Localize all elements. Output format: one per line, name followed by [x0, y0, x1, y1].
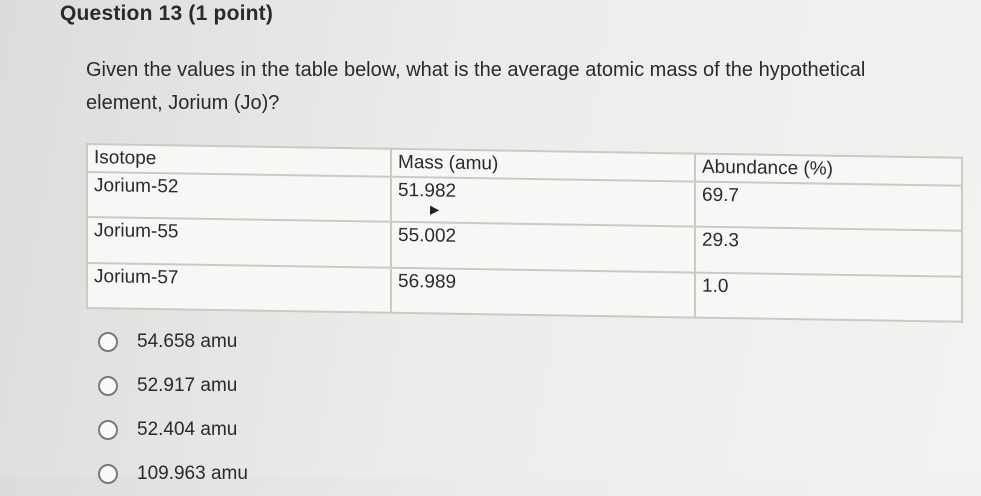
header-mass: Mass (amu): [391, 149, 695, 182]
option-label: 54.658 amu: [137, 331, 238, 352]
radio-button[interactable]: [98, 332, 118, 352]
radio-button[interactable]: [98, 376, 118, 396]
option-label: 109.963 amu: [137, 463, 248, 484]
answer-option[interactable]: [98, 452, 248, 496]
mass-cell: 55.002: [391, 222, 695, 272]
answer-options: [98, 320, 248, 496]
radio-button[interactable]: [98, 464, 118, 484]
answer-option[interactable]: [98, 364, 248, 408]
option-label: 52.917 amu: [137, 375, 238, 396]
abundance-cell: 29.3: [695, 227, 962, 277]
header-abundance: Abundance (%): [695, 154, 962, 186]
answer-option[interactable]: [98, 408, 248, 452]
abundance-cell: 1.0: [695, 272, 962, 322]
question-prompt: Given the values in the table below, what is the average atomic mass of the hypothetical element, Jorium (Jo)?: [86, 59, 866, 114]
mass-cell: 56.989: [391, 267, 695, 317]
isotope-table: [86, 143, 963, 323]
question-title: Question 13 (1 point): [60, 2, 274, 25]
radio-button[interactable]: [98, 420, 118, 440]
mouse-cursor-icon: ▶: [430, 202, 440, 217]
isotope-cell: Jorium-57: [87, 263, 391, 313]
answer-option[interactable]: [98, 320, 248, 364]
header-isotope: Isotope: [87, 144, 391, 177]
isotope-table-container: [86, 143, 963, 323]
mass-cell: 51.982: [391, 177, 695, 227]
abundance-cell: 69.7: [695, 182, 962, 232]
isotope-cell: Jorium-55: [87, 217, 391, 267]
isotope-cell: Jorium-52: [87, 172, 391, 222]
option-label: 52.404 amu: [137, 419, 238, 440]
